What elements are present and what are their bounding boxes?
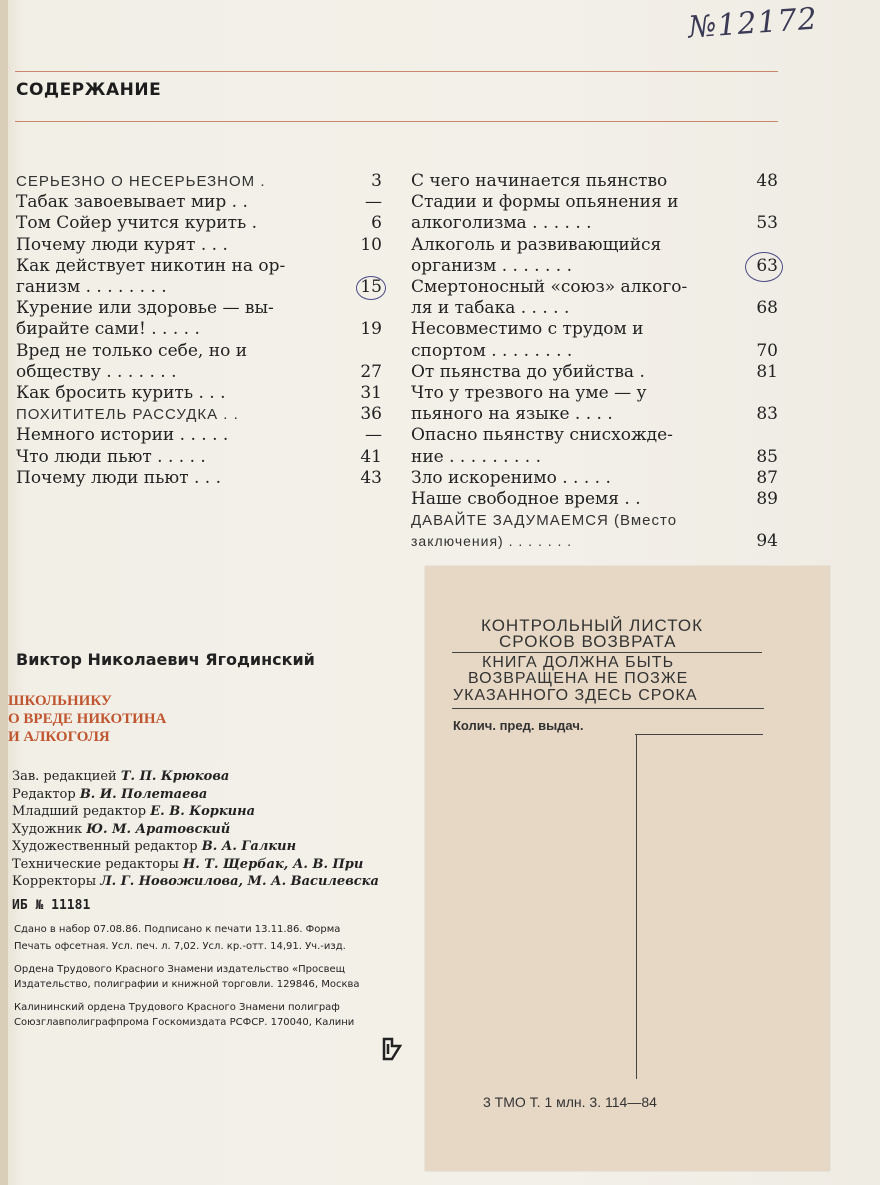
card-title: КОНТРОЛЬНЫЙ ЛИСТОК — [481, 616, 704, 635]
toc-entry-page: 10 — [360, 234, 382, 255]
toc-entry — [16, 447, 382, 468]
toc-entry — [411, 171, 778, 192]
toc-entry-title: Курение или здоровье — вы- — [16, 298, 274, 319]
toc-entry-page: 53 — [756, 213, 778, 234]
toc-entry-title: Наше свободное время . . — [411, 489, 641, 509]
book-title-line: ШКОЛЬНИКУ — [8, 693, 112, 709]
toc-entry-page: — — [365, 192, 382, 213]
toc-entry-title: Почему люди курят . . . — [16, 234, 228, 255]
toc-entry-page: 83 — [756, 404, 778, 425]
toc-entry-title: Алкоголь и развивающийся — [411, 234, 662, 255]
imprint-line: Печать офсетная. Усл. печ. л. 7,02. Усл. кр.-отт. 14,91. Уч.-изд. — [14, 941, 346, 952]
heading-top-rule — [15, 71, 778, 72]
toc-entry — [16, 319, 382, 340]
toc-entry — [411, 383, 778, 404]
toc-entry-title: ля и табака . . . . . — [411, 298, 570, 319]
toc-entry — [16, 362, 382, 383]
toc-entry-title: ганизм . . . . . . . . — [16, 277, 167, 297]
toc-entry-page: 87 — [756, 467, 778, 488]
toc-entry-title: Как бросить курить . . . — [16, 383, 226, 403]
toc-entry — [411, 510, 778, 531]
due-date-card — [425, 566, 830, 1171]
toc-entry-title: ПОХИТИТЕЛЬ РАССУДКА . . — [16, 406, 239, 424]
toc-entry — [16, 235, 382, 256]
toc-entry — [411, 256, 778, 277]
card-rule — [452, 652, 762, 653]
toc-entry — [411, 468, 778, 489]
toc-entry — [411, 277, 778, 298]
issued-count-label: Колич. пред. выдач. — [453, 718, 584, 733]
author-name: Виктор Николаевич Ягодинский — [16, 650, 315, 669]
heading-bottom-rule — [15, 121, 778, 122]
toc-entry — [411, 298, 778, 319]
toc-entry-title: Как действует никотин на ор- — [16, 255, 286, 276]
credit-line: Зав. редакцией Т. П. Крюкова — [12, 769, 230, 784]
contents-heading: СОДЕРЖАНИЕ — [16, 80, 162, 100]
toc-entry-title: заключения) . . . . . . . — [411, 533, 573, 550]
toc-entry-title: ние . . . . . . . . . — [411, 446, 541, 467]
toc-entry — [16, 341, 382, 362]
pencil-circle-mark — [356, 276, 386, 300]
toc-entry — [411, 489, 778, 510]
toc-entry — [16, 171, 382, 192]
imprint-line: Ордена Трудового Красного Знамени издательство «Просвещ — [14, 964, 346, 975]
credit-line: Редактор В. И. Полетаева — [12, 786, 208, 802]
card-subtitle: СРОКОВ ВОЗВРАТА — [499, 632, 677, 651]
book-title-line: О ВРЕДЕ НИКОТИНА — [8, 711, 167, 727]
card-rule — [452, 708, 764, 709]
toc-entry — [411, 531, 778, 552]
card-notice-line: ВОЗВРАЩЕНА НЕ ПОЗЖЕ — [468, 670, 689, 687]
toc-entry-page: 36 — [360, 404, 382, 425]
toc-entry-page: 63 — [756, 255, 778, 276]
toc-entry — [411, 425, 778, 446]
toc-entry — [411, 362, 778, 383]
toc-entry-title: Несовместимо с трудом и — [411, 319, 644, 340]
toc-entry-title: бирайте сами! . . . . . — [16, 319, 200, 340]
toc-entry — [16, 425, 382, 446]
toc-entry — [411, 447, 778, 468]
toc-entry-title: организм . . . . . . . — [411, 255, 572, 276]
toc-entry-page: 15 — [360, 277, 382, 297]
imprint-line: Издательство, полиграфии и книжной торговли. 129846, Москва — [14, 979, 360, 990]
book-title — [8, 692, 166, 746]
toc-entry-title: Зло искоренимо . . . . . — [411, 467, 611, 488]
toc-entry-page: 89 — [756, 489, 778, 509]
toc-entry — [16, 192, 382, 213]
toc-entry-title: Табак завоевывает мир . . — [16, 192, 248, 213]
toc-entry-title: алкоголизма . . . . . . — [411, 213, 592, 234]
toc-entry — [16, 213, 382, 234]
toc-entry-title: обществу . . . . . . . — [16, 361, 177, 382]
toc-entry-title: Что у трезвого на уме — у — [411, 383, 647, 403]
toc-entry — [16, 468, 382, 489]
credits-list — [12, 768, 379, 891]
toc-entry-title: СЕРЬЕЗНО О НЕСЕРЬЕЗНОМ . — [16, 173, 266, 190]
credit-line: Технические редакторы Н. Т. Щербак, А. В. При — [12, 856, 364, 872]
toc-entry-title: С чего начинается пьянство — [411, 171, 668, 191]
toc-entry-page: 85 — [756, 446, 778, 467]
toc-entry-title: Том Сойер учится курить . — [16, 213, 258, 234]
toc-entry-page: 81 — [756, 361, 778, 382]
toc-entry — [16, 277, 382, 298]
imprint-line: Сдано в набор 07.08.86. Подписано к печати 13.11.86. Форма — [14, 924, 341, 935]
toc-entry — [16, 383, 382, 404]
toc-entry — [16, 298, 382, 319]
toc-entry-title: Вред не только себе, но и — [16, 340, 248, 361]
toc-entry — [411, 192, 778, 213]
issued-count-line — [635, 734, 763, 735]
toc-entry-page: 27 — [360, 361, 382, 382]
card-notice-line: КНИГА ДОЛЖНА БЫТЬ — [482, 654, 675, 671]
card-column-divider — [636, 734, 637, 1079]
pencil-circle-mark — [745, 252, 783, 282]
toc-entry-title: От пьянства до убийства . — [411, 361, 645, 382]
book-title-line: И АЛКОГОЛЯ — [8, 729, 110, 745]
credit-line: Младший редактор Е. В. Коркина — [12, 804, 255, 819]
toc-entry — [411, 235, 778, 256]
toc-entry-page: 94 — [756, 531, 778, 552]
toc-entry-title: Смертоносный «союз» алкого- — [411, 277, 688, 297]
toc-entry-page: 31 — [360, 383, 382, 403]
toc-entry — [16, 404, 382, 425]
credit-line: Художественный редактор В. А. Галкин — [12, 839, 297, 854]
toc-entry-page: 43 — [360, 467, 382, 488]
toc-entry — [411, 213, 778, 234]
toc-entry-page: 48 — [756, 171, 778, 191]
imprint-line: Калининский ордена Трудового Красного Знамени полиграф — [14, 1002, 340, 1013]
toc-entry-page: 3 — [371, 171, 382, 191]
toc-entry — [411, 341, 778, 362]
toc-entry-title: Что люди пьют . . . . . — [16, 446, 206, 467]
imprint-line: Союзглавполиграфпрома Госкомиздата РСФСР. 170040, Калини — [14, 1017, 355, 1028]
card-print-code: 3 ТМО Т. 1 млн. 3. 114—84 — [483, 1094, 657, 1110]
credit-line: Корректоры Л. Г. Новожилова, М. А. Василевска — [12, 874, 379, 889]
toc-entry-title: Почему люди пьют . . . — [16, 467, 222, 488]
toc-entry-title: пьяного на языке . . . . — [411, 404, 613, 425]
toc-entry-title: Опасно пьянству снисхожде- — [411, 425, 673, 446]
toc-entry-page: 19 — [360, 319, 382, 340]
ib-number: ИБ № 11181 — [12, 898, 91, 913]
toc-entry-page: 70 — [756, 340, 778, 361]
publisher-logo-icon — [380, 1036, 404, 1068]
toc-entry — [411, 319, 778, 340]
toc-entry-page: 68 — [756, 298, 778, 319]
toc-entry-page: 41 — [360, 446, 382, 467]
handwritten-inventory-number: №12172 — [686, 1, 819, 46]
book-spine-shadow — [0, 0, 8, 1185]
toc-entry-page: 6 — [371, 213, 382, 234]
toc-entry-title: ДАВАЙТЕ ЗАДУМАЕМСЯ (Вместо — [411, 512, 678, 530]
toc-entry-page: — — [365, 425, 382, 446]
toc-entry-title: Немного истории . . . . . — [16, 425, 229, 446]
toc-entry — [411, 404, 778, 425]
toc-entry — [16, 256, 382, 277]
credit-line: Художник Ю. М. Аратовский — [12, 821, 231, 837]
card-notice-line: УКАЗАННОГО ЗДЕСЬ СРОКА — [453, 687, 698, 704]
toc-entry-title: Стадии и формы опьянения и — [411, 192, 679, 213]
toc-entry-title: спортом . . . . . . . . — [411, 340, 573, 361]
